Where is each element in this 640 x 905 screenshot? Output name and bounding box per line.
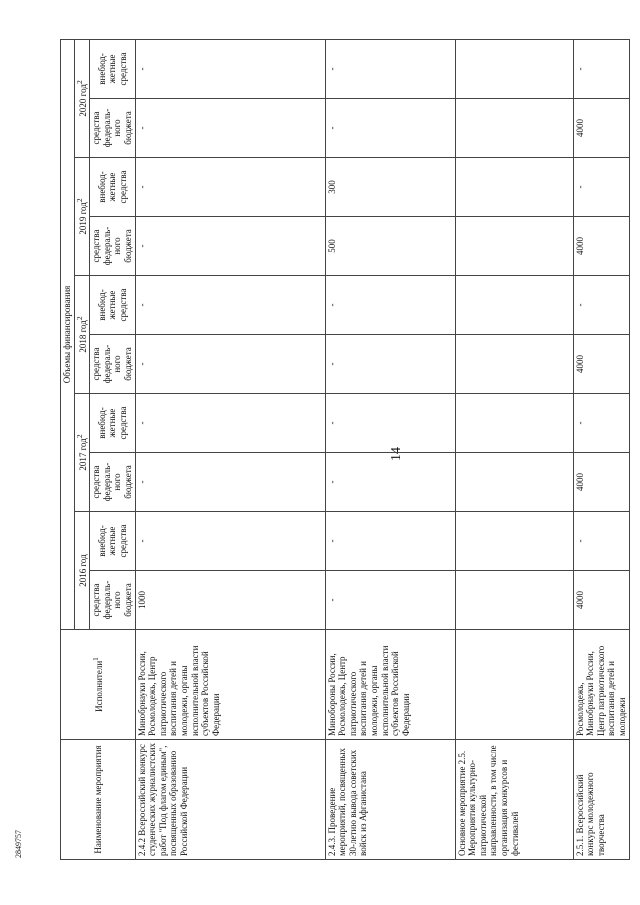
header-extrabudget: внебюд-жетные средства [90, 394, 135, 453]
funding-cell: - [325, 394, 455, 453]
table-row [325, 39, 455, 859]
header-extrabudget: внебюд-жетные средства [90, 158, 135, 217]
funding-cell: - [573, 394, 629, 453]
funding-cell: 4000 [573, 335, 629, 394]
header-year-2017: 2017 год$^2$ [74, 394, 90, 512]
funding-cell: - [135, 276, 325, 335]
funding-cell: - [135, 217, 325, 276]
funding-cell: - [325, 453, 455, 512]
header-name: Наименование мероприятия [61, 740, 136, 860]
funding-cell [455, 571, 573, 630]
funding-cell [455, 99, 573, 158]
funding-cell: - [135, 335, 325, 394]
header-year-2018: 2018 год$^2$ [74, 276, 90, 394]
header-year-2016: 2016 год [74, 512, 90, 630]
funding-cell: - [135, 99, 325, 158]
table-row [135, 39, 325, 859]
funding-cell [455, 276, 573, 335]
funding-cell: - [573, 39, 629, 98]
table-row [455, 39, 573, 859]
funding-cell [455, 39, 573, 98]
header-extrabudget: внебюд-жетные средства [90, 39, 135, 98]
funding-cell: - [135, 394, 325, 453]
funding-cell: 300 [325, 158, 455, 217]
funding-cell: - [573, 276, 629, 335]
activity-executors: Росмолодежь, Минобрнауки России, Центр патриотического воспитания детей и молодежи [573, 630, 629, 740]
funding-cell [455, 158, 573, 217]
funding-cell: 4000 [573, 453, 629, 512]
header-federal: средства федераль-ного бюджета [90, 571, 135, 630]
header-funding: Объемы финансирования [61, 39, 75, 629]
funding-cell: - [325, 99, 455, 158]
funding-table [60, 39, 630, 860]
funding-cell: - [325, 39, 455, 98]
rotated-table-container [60, 40, 628, 860]
funding-cell: 1000 [135, 571, 325, 630]
document-id: 2849757 [14, 830, 23, 858]
header-federal: средства федераль-ного бюджета [90, 99, 135, 158]
activity-name: 2.5.1. Всероссийский конкурс молодежного творчества [573, 740, 629, 860]
funding-cell: - [135, 512, 325, 571]
funding-cell: 4000 [573, 571, 629, 630]
funding-cell [455, 335, 573, 394]
activity-name: 2.4.2 Всероссийский конкурс студенческих журналистских работ "Под флагом единым", посвященных образованию Российской Федерации [135, 740, 325, 860]
funding-cell: - [135, 158, 325, 217]
funding-cell: 4000 [573, 99, 629, 158]
header-federal: средства федераль-ного бюджета [90, 453, 135, 512]
funding-cell: - [135, 39, 325, 98]
funding-cell: - [573, 158, 629, 217]
header-federal: средства федераль-ного бюджета [90, 217, 135, 276]
activity-executors [455, 630, 573, 740]
funding-cell: - [325, 335, 455, 394]
header-extrabudget: внебюд-жетные средства [90, 276, 135, 335]
funding-cell [455, 453, 573, 512]
page-number: 14 [389, 447, 404, 461]
header-extrabudget: внебюд-жетные средства [90, 512, 135, 571]
funding-cell [455, 394, 573, 453]
header-executors: Исполнители$^1$ [61, 630, 136, 740]
activity-name: 2.4.3. Проведение мероприятий, посвященных 30-летию вывода советских войск из Афганистана [325, 740, 455, 860]
activity-executors: Минобороны России, Росмолодежь, Центр патриотического воспитания детей и молодежи, органы исполнительной власти субъектов Российской Федерации [325, 630, 455, 740]
funding-cell: - [325, 512, 455, 571]
header-year-2019: 2019 год$^2$ [74, 158, 90, 276]
funding-cell: - [325, 571, 455, 630]
funding-cell: 500 [325, 217, 455, 276]
header-year-2020: 2020 год$^2$ [74, 39, 90, 157]
funding-cell: - [325, 276, 455, 335]
funding-cell [455, 512, 573, 571]
header-federal: средства федераль-ного бюджета [90, 335, 135, 394]
table-row [573, 39, 629, 859]
activity-executors: Минобрнауки России, Росмолодежь, Центр патриотического воспитания детей и молодежи, органы исполнительной власти субъектов Российской Федерации [135, 630, 325, 740]
activity-name: Основное мероприятие 2.5. Мероприятия культурно-патриотической направленности, в том числе организация конкурсов и фестивалей [455, 740, 573, 860]
funding-cell: - [135, 453, 325, 512]
funding-cell: - [573, 512, 629, 571]
funding-cell [455, 217, 573, 276]
funding-cell: 4000 [573, 217, 629, 276]
